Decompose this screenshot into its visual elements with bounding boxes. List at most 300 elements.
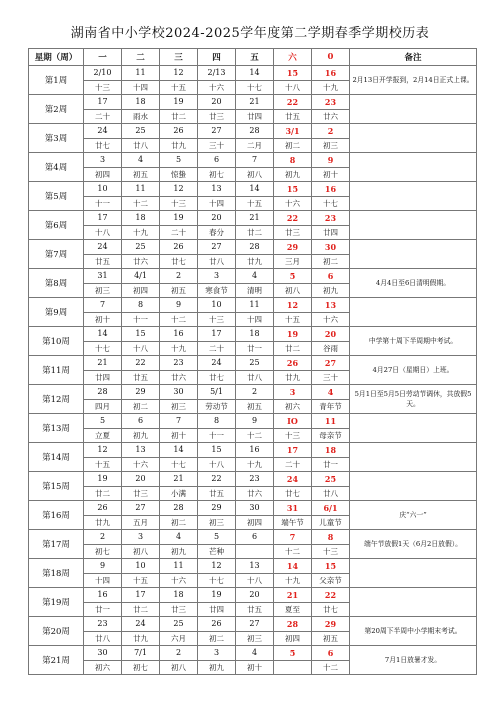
lunar-cell: 十二 — [122, 197, 160, 211]
date-cell: 26 — [160, 240, 198, 255]
date-cell: 3 — [84, 153, 122, 168]
lunar-cell: 初九 — [160, 545, 198, 559]
lunar-cell: 廿五 — [236, 603, 274, 617]
week-label: 第16周 — [29, 501, 84, 530]
week-row — [29, 240, 477, 255]
date-cell: 11 — [160, 559, 198, 574]
lunar-cell: 十四 — [122, 81, 160, 95]
date-cell: 21 — [274, 588, 312, 603]
date-cell: 11 — [122, 182, 160, 197]
lunar-cell: 初二 — [160, 516, 198, 530]
date-cell: 4 — [236, 269, 274, 284]
date-cell: 23 — [160, 356, 198, 371]
date-cell: 19 — [160, 95, 198, 110]
lunar-cell: 二十 — [84, 110, 122, 124]
week-row — [29, 269, 477, 284]
lunar-cell: 二十 — [198, 342, 236, 356]
date-cell: 2 — [160, 269, 198, 284]
lunar-cell: 廿九 — [160, 139, 198, 153]
date-cell: 20 — [198, 95, 236, 110]
lunar-cell: 廿八 — [84, 632, 122, 646]
date-cell: 4 — [160, 530, 198, 545]
lunar-cell: 初十 — [236, 661, 274, 675]
date-cell: 9 — [312, 153, 350, 168]
date-cell: 23 — [312, 95, 350, 110]
date-cell: 19 — [274, 327, 312, 342]
header-row — [29, 49, 477, 66]
date-cell: 29 — [274, 240, 312, 255]
lunar-cell: 三十 — [198, 139, 236, 153]
date-cell: 13 — [122, 443, 160, 458]
lunar-cell: 廿四 — [198, 603, 236, 617]
date-cell: 23 — [84, 617, 122, 632]
lunar-cell: 初四 — [122, 284, 160, 298]
lunar-cell: 廿四 — [312, 226, 350, 240]
header-mon: 一 — [84, 49, 122, 66]
lunar-cell: 廿六 — [236, 487, 274, 501]
lunar-cell: 廿二 — [160, 110, 198, 124]
lunar-cell: 初六 — [274, 400, 312, 414]
week-label: 第20周 — [29, 617, 84, 646]
lunar-cell: 初九 — [198, 661, 236, 675]
week-row — [29, 95, 477, 110]
note-cell: 4月4日至6日清明假期。 — [350, 269, 477, 298]
date-cell: 12 — [160, 182, 198, 197]
lunar-cell: 十四 — [84, 574, 122, 588]
date-cell: 23 — [312, 211, 350, 226]
lunar-cell: 初五 — [160, 284, 198, 298]
lunar-cell: 小满 — [160, 487, 198, 501]
lunar-cell: 夏至 — [274, 603, 312, 617]
lunar-cell: 初三 — [236, 632, 274, 646]
lunar-cell: 廿六 — [312, 110, 350, 124]
date-cell: 10 — [122, 559, 160, 574]
lunar-cell: 廿一 — [312, 458, 350, 472]
lunar-cell: 初二 — [274, 139, 312, 153]
week-label: 第12周 — [29, 385, 84, 414]
date-cell: 14 — [274, 559, 312, 574]
lunar-cell: 十八 — [84, 226, 122, 240]
week-row — [29, 559, 477, 574]
date-cell: 26 — [84, 501, 122, 516]
lunar-cell: 母亲节 — [312, 429, 350, 443]
week-row — [29, 153, 477, 168]
week-label: 第17周 — [29, 530, 84, 559]
date-cell: 22 — [274, 95, 312, 110]
date-cell: 6/1 — [312, 501, 350, 516]
date-cell: 6 — [122, 414, 160, 429]
date-cell: 8 — [274, 153, 312, 168]
lunar-cell: 端午节 — [274, 516, 312, 530]
lunar-cell: 四月 — [84, 400, 122, 414]
date-cell: 2/13 — [198, 66, 236, 81]
lunar-cell: 十九 — [160, 342, 198, 356]
date-cell: 11 — [236, 298, 274, 313]
lunar-cell: 十一 — [198, 429, 236, 443]
page-title: 湖南省中小学校2024-2025学年度第二学期春季学期校历表 — [70, 26, 430, 41]
lunar-cell: 廿五 — [122, 371, 160, 385]
lunar-cell: 十一 — [84, 197, 122, 211]
lunar-cell: 十八 — [274, 81, 312, 95]
date-cell: 3 — [198, 646, 236, 661]
lunar-cell: 廿三 — [274, 226, 312, 240]
date-cell: 17 — [122, 588, 160, 603]
lunar-cell: 初六 — [84, 661, 122, 675]
lunar-cell: 初八 — [160, 661, 198, 675]
lunar-cell: 廿五 — [198, 487, 236, 501]
date-cell: 25 — [122, 240, 160, 255]
date-cell: 11 — [122, 66, 160, 81]
lunar-cell: 初八 — [122, 545, 160, 559]
date-cell: 12 — [160, 66, 198, 81]
date-cell: 27 — [312, 356, 350, 371]
week-label: 第2周 — [29, 95, 84, 124]
header-fri: 五 — [236, 49, 274, 66]
lunar-cell: 廿五 — [84, 255, 122, 269]
date-cell: 15 — [312, 559, 350, 574]
date-cell: 7 — [84, 298, 122, 313]
lunar-cell: 十九 — [236, 458, 274, 472]
lunar-cell: 廿六 — [122, 255, 160, 269]
date-cell: 8 — [198, 414, 236, 429]
week-row — [29, 617, 477, 632]
lunar-cell: 十一 — [122, 313, 160, 327]
date-cell: 18 — [160, 588, 198, 603]
lunar-cell: 初四 — [84, 168, 122, 182]
note-cell: 端午节放假1天（6月2日放假）。 — [350, 530, 477, 559]
date-cell: 2/10 — [84, 66, 122, 81]
date-cell: 13 — [312, 298, 350, 313]
date-cell: 5 — [84, 414, 122, 429]
lunar-cell: 廿四 — [236, 110, 274, 124]
week-label: 第8周 — [29, 269, 84, 298]
date-cell: 20 — [122, 472, 160, 487]
lunar-cell: 廿八 — [312, 487, 350, 501]
lunar-cell: 十四 — [236, 313, 274, 327]
lunar-cell: 十七 — [198, 574, 236, 588]
header-week: 星期（周） — [29, 49, 84, 66]
date-cell: 27 — [122, 501, 160, 516]
lunar-cell: 三月 — [274, 255, 312, 269]
note-cell — [350, 240, 477, 269]
date-cell: 12 — [274, 298, 312, 313]
date-cell: 24 — [198, 356, 236, 371]
date-cell: 16 — [312, 182, 350, 197]
date-cell: 21 — [84, 356, 122, 371]
date-cell: 2 — [236, 385, 274, 400]
lunar-cell: 廿五 — [274, 110, 312, 124]
lunar-cell: 十六 — [274, 197, 312, 211]
date-cell: 3 — [274, 385, 312, 400]
date-cell: 27 — [236, 617, 274, 632]
note-cell — [350, 182, 477, 211]
note-cell — [350, 559, 477, 588]
lunar-cell: 十六 — [198, 81, 236, 95]
lunar-cell: 十七 — [312, 197, 350, 211]
date-cell: 13 — [236, 559, 274, 574]
date-cell: 12 — [84, 443, 122, 458]
date-cell: 28 — [274, 617, 312, 632]
week-label: 第11周 — [29, 356, 84, 385]
date-cell: IO — [274, 414, 312, 429]
date-cell: 21 — [236, 211, 274, 226]
lunar-cell: 初八 — [236, 168, 274, 182]
date-cell: 18 — [122, 211, 160, 226]
lunar-cell: 廿三 — [160, 603, 198, 617]
lunar-cell: 廿九 — [84, 516, 122, 530]
date-cell: 22 — [198, 472, 236, 487]
school-calendar-table — [28, 48, 477, 675]
lunar-cell: 十九 — [312, 81, 350, 95]
lunar-cell: 三十 — [312, 371, 350, 385]
date-cell: 22 — [274, 211, 312, 226]
date-cell: 26 — [274, 356, 312, 371]
date-cell: 30 — [236, 501, 274, 516]
lunar-cell: 十三 — [274, 429, 312, 443]
date-cell: 19 — [198, 588, 236, 603]
lunar-cell: 廿七 — [198, 371, 236, 385]
week-row — [29, 501, 477, 516]
date-cell: 3 — [122, 530, 160, 545]
lunar-cell: 雨水 — [122, 110, 160, 124]
lunar-cell: 廿七 — [312, 603, 350, 617]
lunar-cell: 初十 — [84, 313, 122, 327]
week-label: 第1周 — [29, 66, 84, 95]
date-cell: 13 — [198, 182, 236, 197]
week-label: 第15周 — [29, 472, 84, 501]
lunar-cell: 初九 — [312, 284, 350, 298]
date-cell: 10 — [84, 182, 122, 197]
note-cell — [350, 211, 477, 240]
note-cell: 庆“六一” — [350, 501, 477, 530]
calendar-body — [29, 66, 477, 675]
date-cell: 24 — [274, 472, 312, 487]
week-label: 第6周 — [29, 211, 84, 240]
lunar-cell: 芒种 — [198, 545, 236, 559]
note-cell — [350, 124, 477, 153]
date-cell: 4 — [312, 385, 350, 400]
date-cell: 16 — [236, 443, 274, 458]
date-cell: 9 — [84, 559, 122, 574]
lunar-cell: 初五 — [312, 632, 350, 646]
lunar-cell: 初三 — [312, 139, 350, 153]
date-cell: 8 — [122, 298, 160, 313]
lunar-cell: 廿八 — [122, 139, 160, 153]
week-row — [29, 298, 477, 313]
lunar-cell: 十八 — [236, 574, 274, 588]
date-cell: 3/1 — [274, 124, 312, 139]
lunar-cell: 十六 — [122, 458, 160, 472]
date-cell: 15 — [122, 327, 160, 342]
date-cell: 5 — [198, 530, 236, 545]
date-cell: 28 — [160, 501, 198, 516]
note-cell — [350, 95, 477, 124]
date-cell: 5 — [274, 646, 312, 661]
date-cell: 9 — [160, 298, 198, 313]
week-label: 第21周 — [29, 646, 84, 675]
lunar-cell: 初七 — [84, 545, 122, 559]
date-cell: 24 — [84, 240, 122, 255]
date-cell: 28 — [84, 385, 122, 400]
lunar-cell: 十七 — [84, 342, 122, 356]
week-row — [29, 66, 477, 81]
week-row — [29, 530, 477, 545]
note-cell — [350, 414, 477, 443]
date-cell: 7 — [274, 530, 312, 545]
lunar-cell: 廿七 — [274, 487, 312, 501]
date-cell: 14 — [160, 443, 198, 458]
date-cell: 30 — [160, 385, 198, 400]
date-cell: 15 — [274, 182, 312, 197]
date-cell: 26 — [160, 124, 198, 139]
lunar-cell: 初十 — [312, 168, 350, 182]
lunar-cell: 二月 — [236, 139, 274, 153]
date-cell: 18 — [122, 95, 160, 110]
date-cell: 21 — [160, 472, 198, 487]
lunar-cell: 廿一 — [84, 603, 122, 617]
date-cell: 17 — [198, 327, 236, 342]
week-label: 第5周 — [29, 182, 84, 211]
lunar-cell: 十五 — [160, 81, 198, 95]
week-row — [29, 327, 477, 342]
date-cell: 2 — [160, 646, 198, 661]
lunar-cell: 廿二 — [122, 603, 160, 617]
lunar-cell: 十九 — [122, 226, 160, 240]
note-cell: 2月13日开学报到，2月14日正式上课。 — [350, 66, 477, 95]
lunar-cell: 初五 — [236, 400, 274, 414]
week-row — [29, 211, 477, 226]
lunar-cell: 六月 — [160, 632, 198, 646]
date-cell: 27 — [198, 124, 236, 139]
date-cell: 22 — [122, 356, 160, 371]
date-cell: 14 — [84, 327, 122, 342]
date-cell: 7 — [160, 414, 198, 429]
lunar-cell: 劳动节 — [198, 400, 236, 414]
date-cell: 30 — [312, 240, 350, 255]
lunar-cell: 清明 — [236, 284, 274, 298]
lunar-cell: 廿四 — [84, 371, 122, 385]
date-cell: 25 — [160, 617, 198, 632]
note-cell — [350, 298, 477, 327]
date-cell: 5/1 — [198, 385, 236, 400]
lunar-cell — [274, 661, 312, 675]
date-cell: 6 — [312, 269, 350, 284]
lunar-cell: 十五 — [84, 458, 122, 472]
lunar-cell: 初二 — [122, 400, 160, 414]
date-cell: 25 — [236, 356, 274, 371]
date-cell: 25 — [312, 472, 350, 487]
date-cell: 6 — [198, 153, 236, 168]
lunar-cell: 二十 — [274, 458, 312, 472]
lunar-cell: 廿八 — [198, 255, 236, 269]
lunar-cell: 初三 — [160, 400, 198, 414]
week-label: 第13周 — [29, 414, 84, 443]
date-cell: 27 — [198, 240, 236, 255]
lunar-cell: 十三 — [84, 81, 122, 95]
date-cell: 29 — [122, 385, 160, 400]
lunar-cell: 青年节 — [312, 400, 350, 414]
date-cell: 16 — [160, 327, 198, 342]
header-notes: 备注 — [350, 49, 477, 66]
lunar-cell: 十四 — [198, 197, 236, 211]
date-cell: 26 — [198, 617, 236, 632]
week-label: 第19周 — [29, 588, 84, 617]
date-cell: 28 — [236, 240, 274, 255]
date-cell: 3 — [198, 269, 236, 284]
lunar-cell: 十五 — [274, 313, 312, 327]
date-cell: 17 — [84, 211, 122, 226]
lunar-cell: 廿七 — [160, 255, 198, 269]
lunar-cell: 十五 — [236, 197, 274, 211]
note-cell: 4月27日（星期日）上班。 — [350, 356, 477, 385]
lunar-cell: 十五 — [122, 574, 160, 588]
date-cell: 20 — [312, 327, 350, 342]
date-cell: 11 — [312, 414, 350, 429]
date-cell: 12 — [198, 559, 236, 574]
header-sat: 六 — [274, 49, 312, 66]
week-label: 第4周 — [29, 153, 84, 182]
lunar-cell: 廿三 — [122, 487, 160, 501]
lunar-cell: 廿九 — [236, 255, 274, 269]
lunar-cell: 十八 — [198, 458, 236, 472]
header-wed: 三 — [160, 49, 198, 66]
date-cell: 24 — [84, 124, 122, 139]
note-cell — [350, 443, 477, 472]
date-cell: 29 — [312, 617, 350, 632]
date-cell: 17 — [274, 443, 312, 458]
lunar-cell: 初二 — [198, 632, 236, 646]
date-cell: 5 — [274, 269, 312, 284]
lunar-cell: 十七 — [236, 81, 274, 95]
date-cell: 23 — [236, 472, 274, 487]
lunar-cell: 五月 — [122, 516, 160, 530]
date-cell: 17 — [84, 95, 122, 110]
lunar-cell: 立夏 — [84, 429, 122, 443]
date-cell: 6 — [312, 646, 350, 661]
lunar-cell: 廿六 — [160, 371, 198, 385]
lunar-cell: 惊蛰 — [160, 168, 198, 182]
lunar-cell: 十三 — [160, 197, 198, 211]
week-label: 第3周 — [29, 124, 84, 153]
date-cell: 30 — [84, 646, 122, 661]
lunar-cell — [236, 545, 274, 559]
lunar-cell: 廿七 — [84, 139, 122, 153]
lunar-cell: 十六 — [312, 313, 350, 327]
lunar-cell: 初五 — [122, 168, 160, 182]
lunar-cell: 初十 — [160, 429, 198, 443]
date-cell: 6 — [236, 530, 274, 545]
week-row — [29, 124, 477, 139]
date-cell: 15 — [274, 66, 312, 81]
lunar-cell: 十八 — [122, 342, 160, 356]
lunar-cell: 春分 — [198, 226, 236, 240]
date-cell: 8 — [312, 530, 350, 545]
note-cell: 5月1日至5月5日劳动节调休，共放假5天。 — [350, 385, 477, 414]
lunar-cell: 初三 — [198, 516, 236, 530]
lunar-cell: 十二 — [160, 313, 198, 327]
date-cell: 15 — [198, 443, 236, 458]
week-label: 第10周 — [29, 327, 84, 356]
week-label: 第14周 — [29, 443, 84, 472]
lunar-cell: 初七 — [122, 661, 160, 675]
lunar-cell: 初三 — [84, 284, 122, 298]
date-cell: 25 — [122, 124, 160, 139]
date-cell: 22 — [312, 588, 350, 603]
header-tue: 二 — [122, 49, 160, 66]
lunar-cell: 十二 — [236, 429, 274, 443]
lunar-cell: 廿九 — [274, 371, 312, 385]
date-cell: 4 — [236, 646, 274, 661]
